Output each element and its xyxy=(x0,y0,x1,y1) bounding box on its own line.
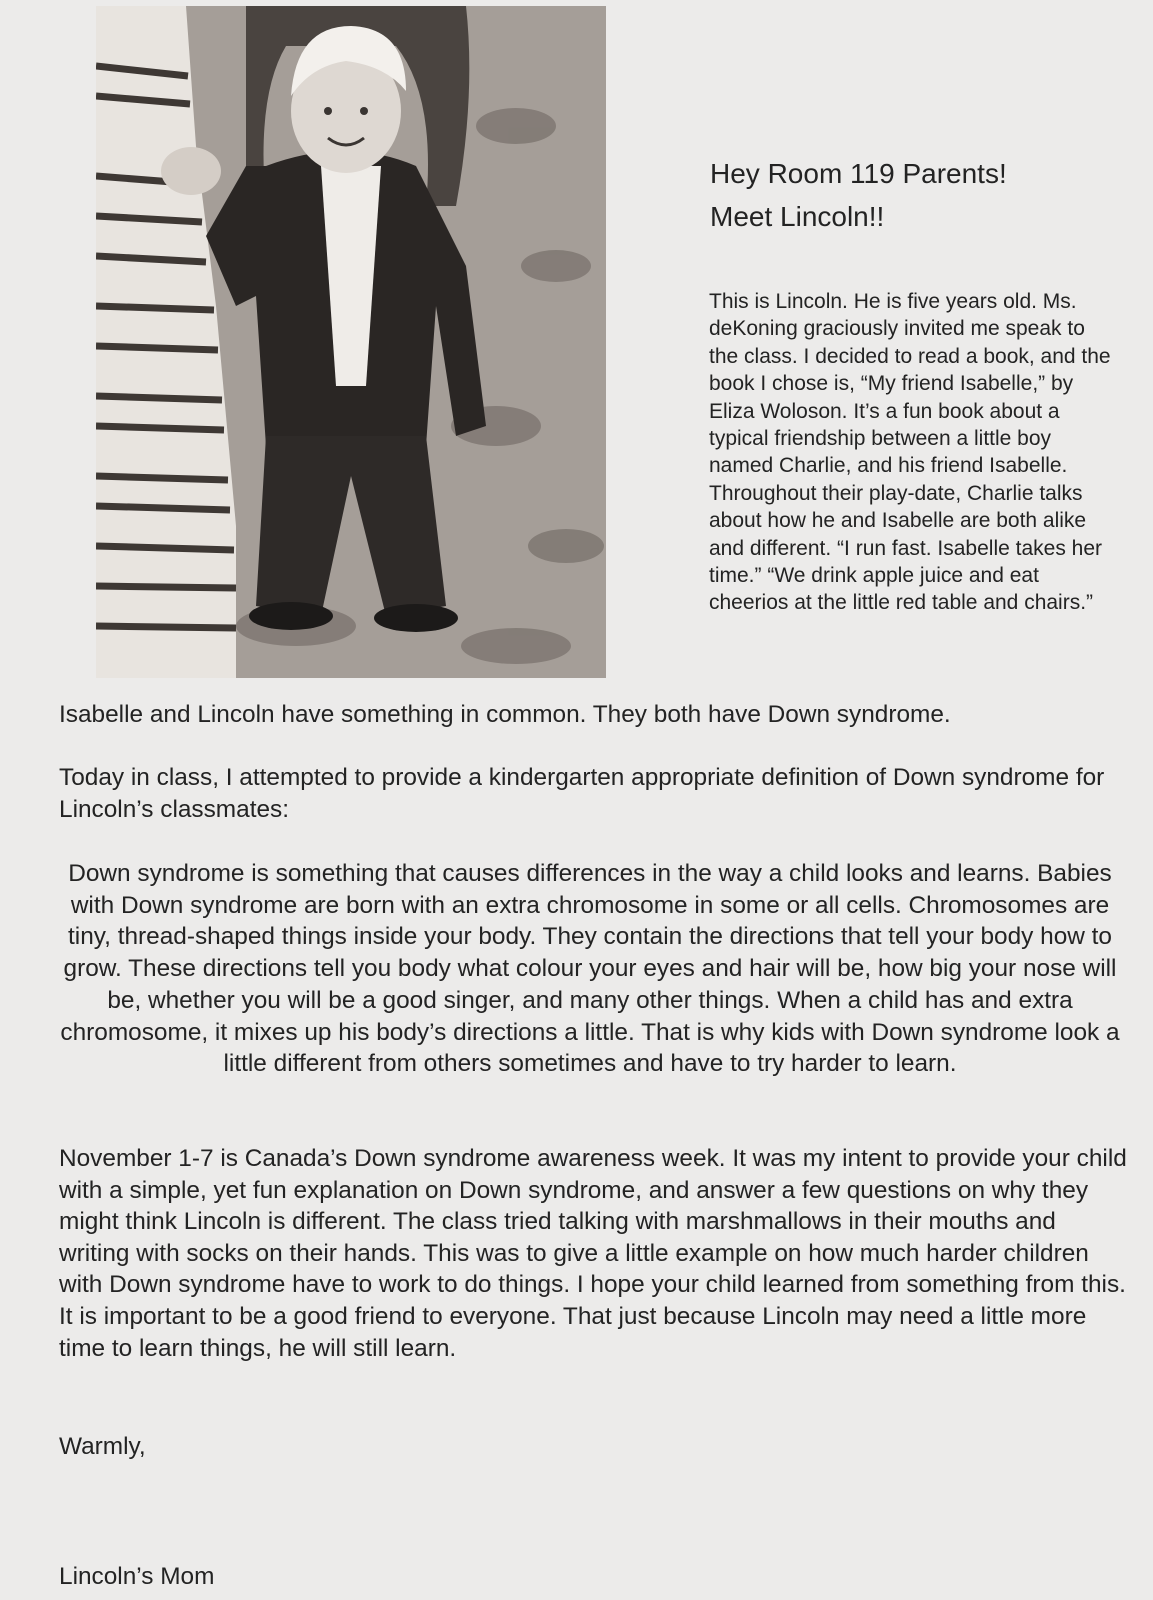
closing: Warmly, xyxy=(59,1433,146,1460)
down-syndrome-definition: Down syndrome is something that causes differences in the way a child looks and learns. Babies with Down syndrome are born with an extra chromosome in some or all cells. Chromosomes are tiny, thread-shaped things inside your body. They contain the directions that tell your body how to grow. These directions tell you body what colour your eyes and hair will be, how big your nose will be, whether you will be a good singer, and many other things. When a child has and extra chromosome, it mixes up his body’s directions a little. That is why kids with Down syndrome look a little different from others sometimes and have to try harder to learn. xyxy=(60,860,1120,1078)
signature: Lincoln’s Mom xyxy=(59,1563,215,1590)
today-in-class-paragraph: Today in class, I attempted to provide a kindergarten appropriate definition of Down syndrome for Lincoln’s classmates: xyxy=(59,764,1105,823)
photo-illustration xyxy=(96,6,606,678)
photo-boy-in-suit xyxy=(96,6,606,678)
heading-line-2: Meet Lincoln!! xyxy=(710,201,885,232)
common-paragraph: Isabelle and Lincoln have something in common. They both have Down syndrome. xyxy=(59,701,951,728)
letter-heading xyxy=(710,152,1130,238)
intro-paragraph: This is Lincoln. He is five years old. Ms. deKoning graciously invited me speak to the class. I decided to read a book, and the book I chose is, “My friend Isabelle,” by Eliza Woloson. It’s a fun book about a typical friendship between a little boy named Charlie, and his friend Isabelle. Throughout their play-date, Charlie talks about how he and Isabelle are both alike and different. “I run fast. Isabelle takes her time.” “We drink apple juice and eat cheerios at the little red table and chairs.” xyxy=(709,290,1111,615)
awareness-week-paragraph: November 1-7 is Canada’s Down syndrome awareness week. It was my intent to provide your child with a simple, yet fun explanation on Down syndrome, and answer a few questions on why they might think Lincoln is different. The class tried talking with marshmallows in their mouths and writing with socks on their hands. This was to give a little example on how much harder children with Down syndrome have to work to do things. I hope your child learned from something from this. It is important to be a good friend to everyone. That just because Lincoln may need a little more time to learn things, he will still learn. xyxy=(59,1145,1127,1362)
heading-line-1: Hey Room 119 Parents! xyxy=(710,158,1007,189)
